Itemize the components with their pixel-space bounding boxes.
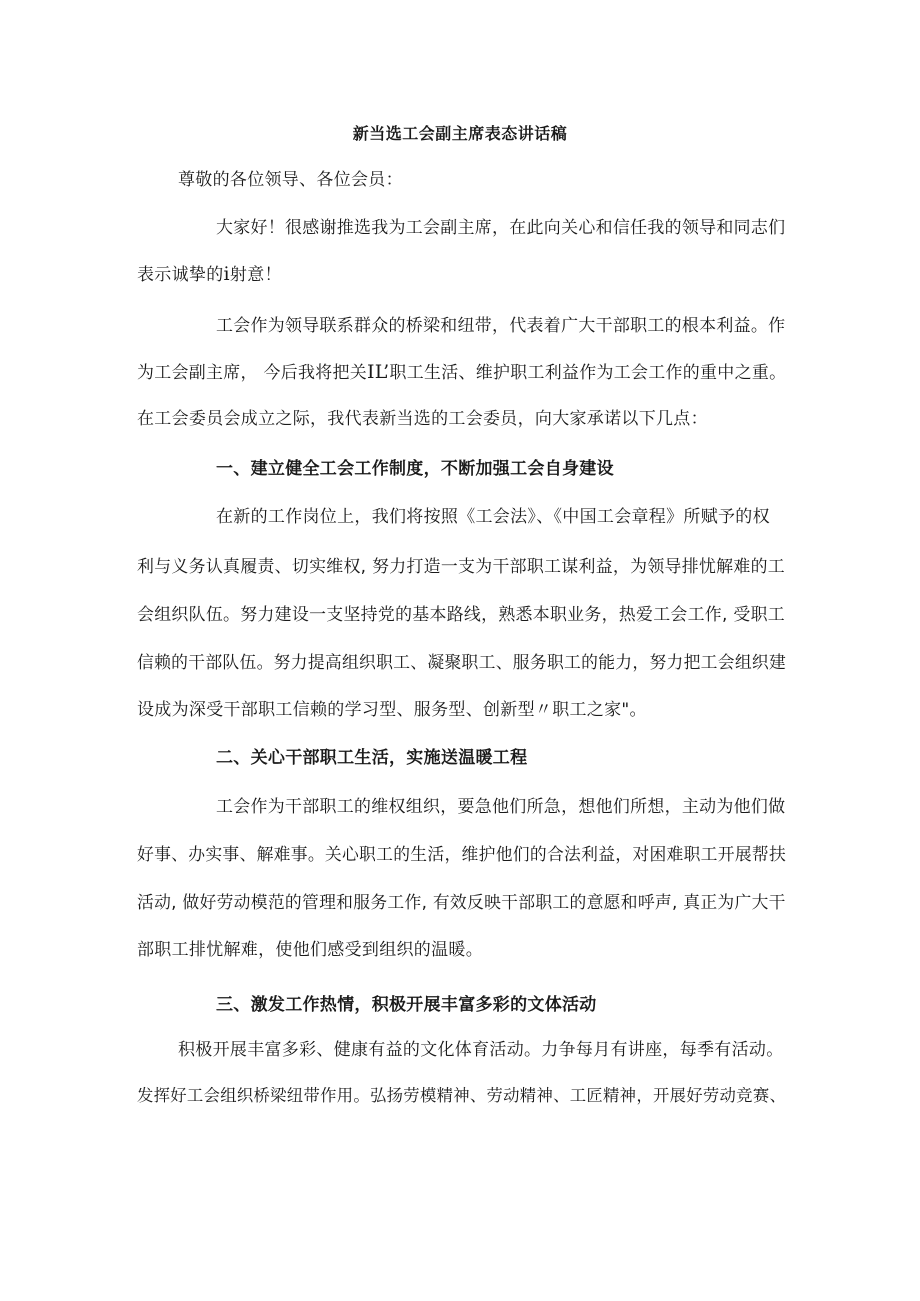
intro-line-2: [137, 261, 282, 288]
para1-line-1: 工会作为领导联系群众的桥梁和纽带，代表着广大干部职工的根本利益。作: [216, 315, 786, 335]
section1-line-5: 设成为深受干部职工信赖的学习型、服务型、创新型〃职工之家"。: [137, 700, 647, 720]
intro-line-2-pre: 表示诚挚的: [137, 265, 224, 285]
section3-line-1: 积极开展丰富多彩、健康有益的文化体育活动。力争每月有讲座，每季有活动。: [178, 1040, 784, 1060]
section1-line-4: 信赖的干部队伍。努力提高组织职工、凝聚职工、服务职工的能力，努力把工会组织建: [137, 652, 787, 672]
para1-line-2-glyph: IL’: [366, 361, 390, 383]
document-title: 新当选工会副主席表态讲话稿: [352, 124, 568, 143]
para1-line-2-pre: 为工会副主席， 今后我将把关: [137, 362, 367, 382]
section2-line-3: 活动, 做好劳动模范的管理和服务工作, 有效反映干部职工的意愿和呼声, 真正为广大干: [137, 892, 786, 912]
section1-line-2: 利与义务认真履责、切实维权, 努力打造一支为干部职工谋利益，为领导排忧解难的工: [137, 556, 785, 576]
intro-line-2-glyph: i: [223, 263, 230, 285]
section2-line-1: 工会作为干部职工的维权组织，要急他们所急，想他们所想，主动为他们做: [216, 796, 786, 816]
intro-line-1: 大家好！很感谢推选我为工会副主席，在此向关心和信任我的领导和同志们: [216, 217, 786, 237]
intro-line-2-post: 射意！: [229, 265, 282, 285]
section2-heading: 二、关心干部职工生活，实施送温暖工程: [216, 748, 528, 768]
para1-line-2: [137, 359, 786, 385]
section1-line-1: 在新的工作岗位上，我们将按照《工会法》、《中国工会章程》所赋予的权: [216, 507, 770, 527]
section1-line-3: 会组织队伍。努力建设一支坚持党的基本路线，熟悉本职业务，热爱工会工作, 受职工: [137, 604, 785, 624]
para1-line-2-post: 职工生活、维护职工利益作为工会工作的重中之重。: [389, 362, 787, 382]
section3-line-2: 发挥好工会组织桥梁纽带作用。弘扬劳模精神、劳动精神、工匠精神，开展好劳动竞赛、: [137, 1086, 787, 1105]
para1-line-3: 在工会委员会成立之际，我代表新当选的工会委员，向大家承诺以下几点：: [137, 409, 708, 429]
section1-heading: 一、建立健全工会工作制度，不断加强工会自身建设: [216, 459, 614, 479]
section2-line-2: 好事、办实事、解难事。关心职工的生活，维护他们的合法利益，对困难职工开展帮扶: [137, 844, 787, 864]
salutation: 尊敬的各位领导、各位会员：: [178, 170, 403, 190]
section2-line-4: 部职工排忧解难，使他们感受到组织的温暖。: [137, 940, 483, 960]
section3-heading: 三、激发工作热情，积极开展丰富多彩的文体活动: [216, 995, 597, 1015]
